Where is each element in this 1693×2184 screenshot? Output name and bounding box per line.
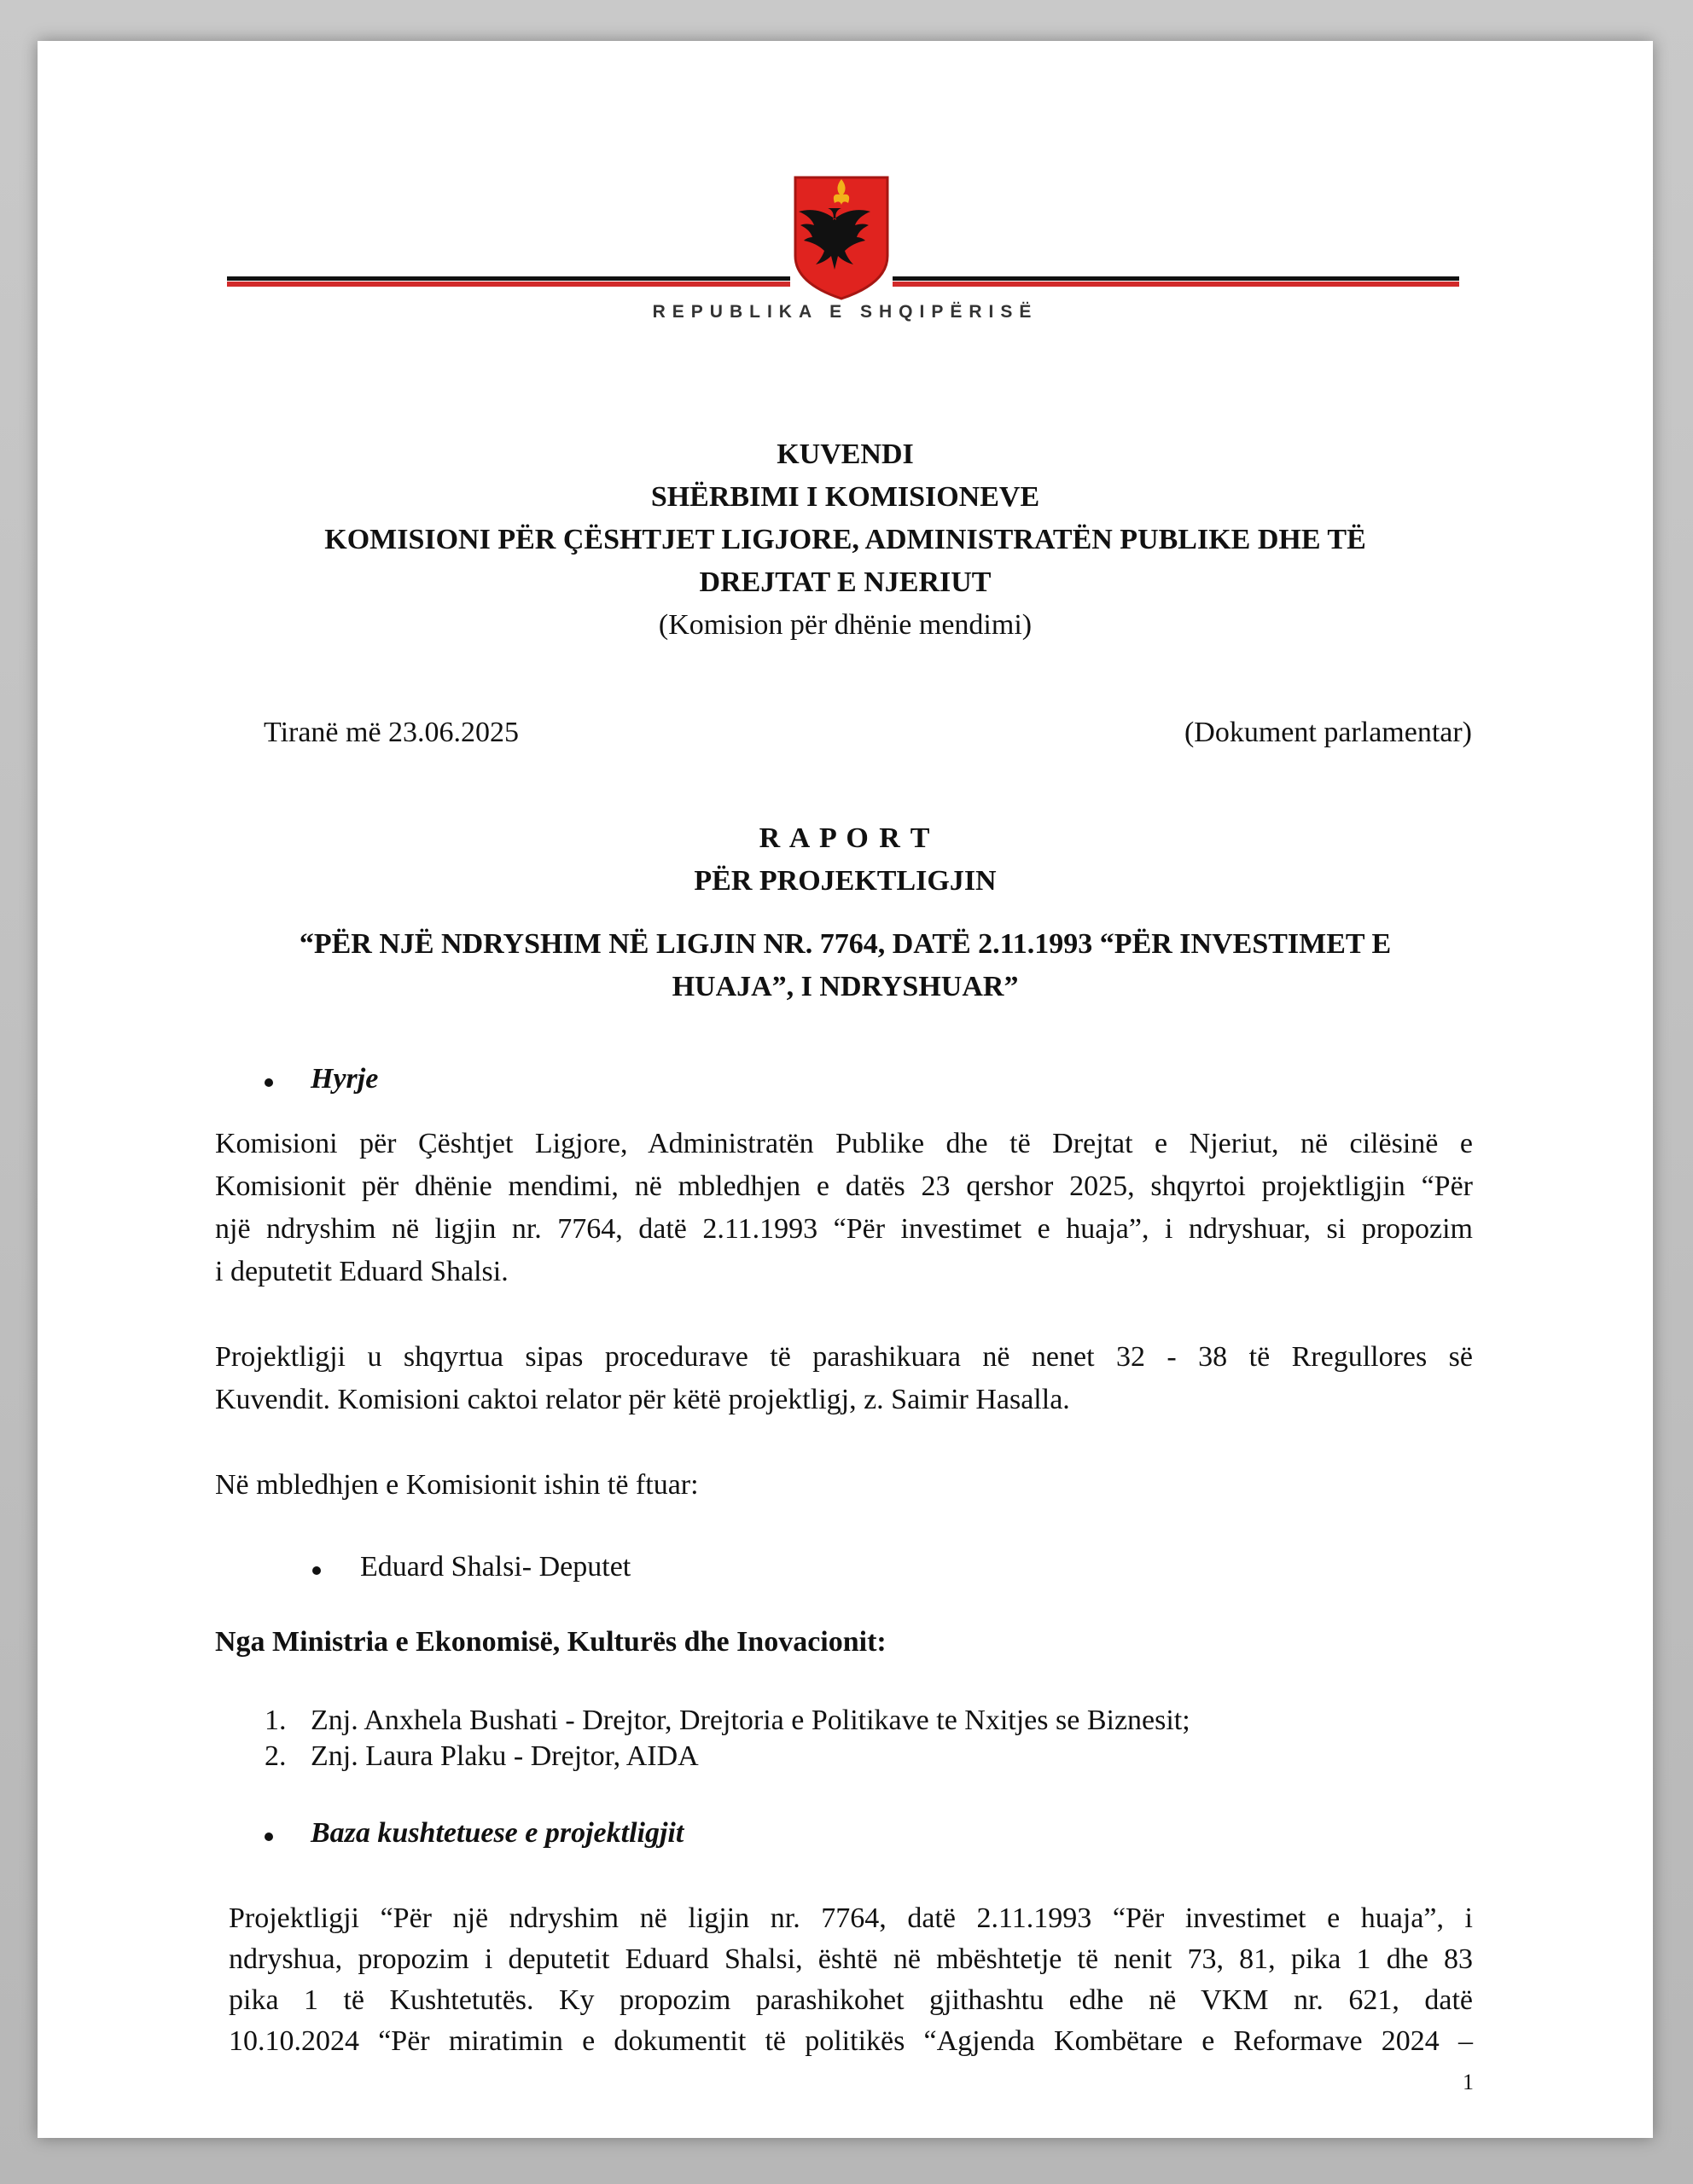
document-type: (Dokument parlamentar) xyxy=(1184,717,1472,748)
intro-paragraph-line: i deputetit Eduard Shalsi. xyxy=(215,1256,509,1287)
bullet-icon xyxy=(265,1833,273,1841)
header-rule-right xyxy=(893,276,1459,287)
document-page xyxy=(38,41,1653,2138)
intro-paragraph-line: Komisioni për Çështjet Ligjore, Administratën Publike dhe të Drejtat e Njeriut, në cilësinë e xyxy=(215,1128,1473,1159)
albanian-coat-of-arms-icon xyxy=(792,174,891,300)
constitutional-paragraph-line: ndryshua, propozim i deputetit Eduard Shalsi, është në mbështetje të nenit 73, 81, pika 1 dhe 83 xyxy=(229,1943,1473,1975)
invited-intro: Në mbledhjen e Komisionit ishin të ftuar: xyxy=(215,1469,699,1501)
official-item: Znj. Anxhela Bushati - Drejtor, Drejtoria e Politikave te Nxitjes se Biznesit; xyxy=(311,1705,1190,1736)
section-heading-intro: Hyrje xyxy=(311,1063,379,1095)
ministry-heading: Nga Ministria e Ekonomisë, Kulturës dhe Inovacionit: xyxy=(215,1626,887,1658)
law-title-line1: “PËR NJË NDRYSHIM NË LIGJIN NR. 7764, DATË 2.11.1993 “PËR INVESTIMET E xyxy=(299,928,1392,960)
official-item: Znj. Laura Plaku - Drejtor, AIDA xyxy=(311,1740,699,1772)
intro-paragraph-line: Komisionit për dhënie mendimi, në mbledhjen e datës 23 qershor 2025, shqyrtoi projektligjin “Për xyxy=(215,1170,1473,1202)
committee-name-line2: DREJTAT E NJERIUT xyxy=(699,566,992,598)
law-title-line2: HUAJA”, I NDRYSHUAR” xyxy=(672,971,1019,1002)
committee-name-line1: KOMISIONI PËR ÇËSHTJET LIGJORE, ADMINISTRATËN PUBLIKE DHE TË xyxy=(324,524,1366,555)
report-subject: PËR PROJEKTLIGJIN xyxy=(694,865,997,897)
constitutional-paragraph-line: Projektligji “Për një ndryshim në ligjin nr. 7764, datë 2.11.1993 “Për investimet e huaja”, i xyxy=(229,1902,1473,1934)
parliament-name: KUVENDI xyxy=(777,439,914,470)
report-title: R A P O R T xyxy=(759,822,932,854)
republic-wordmark: REPUBLIKA E SHQIPËRISË xyxy=(652,302,1038,322)
constitutional-paragraph-line: 10.10.2024 “Për miratimin e dokumentit të politikës “Agjenda Kombëtare e Reformave 2024 – xyxy=(229,2025,1473,2057)
constitutional-paragraph-line: pika 1 të Kushtetutës. Ky propozim parashikohet gjithashtu edhe në VKM nr. 621, datë xyxy=(229,1984,1473,2016)
intro-paragraph-line: një ndryshim në ligjin nr. 7764, datë 2.11.1993 “Për investimet e huaja”, i ndryshuar, si propozim xyxy=(215,1213,1473,1245)
bullet-icon xyxy=(265,1078,273,1087)
committee-role: (Komision për dhënie mendimi) xyxy=(658,609,1033,641)
section-heading-constitutional: Baza kushtetuese e projektligjit xyxy=(311,1817,684,1849)
procedure-paragraph-line: Projektligji u shqyrtua sipas procedurave të parashikuara në nenet 32 - 38 të Rregullores së xyxy=(215,1341,1473,1373)
committee-service: SHËRBIMI I KOMISIONEVE xyxy=(650,481,1040,513)
header-rule-left xyxy=(227,276,790,287)
official-number: 1. xyxy=(265,1705,287,1736)
official-number: 2. xyxy=(265,1740,287,1772)
place-date: Tiranë më 23.06.2025 xyxy=(264,717,520,748)
guest-item: Eduard Shalsi- Deputet xyxy=(360,1551,631,1583)
bullet-icon xyxy=(312,1566,321,1575)
procedure-paragraph-line: Kuvendit. Komisioni caktoi relator për këtë projektligj, z. Saimir Hasalla. xyxy=(215,1384,1070,1415)
page-number: 1 xyxy=(1463,2070,1474,2094)
